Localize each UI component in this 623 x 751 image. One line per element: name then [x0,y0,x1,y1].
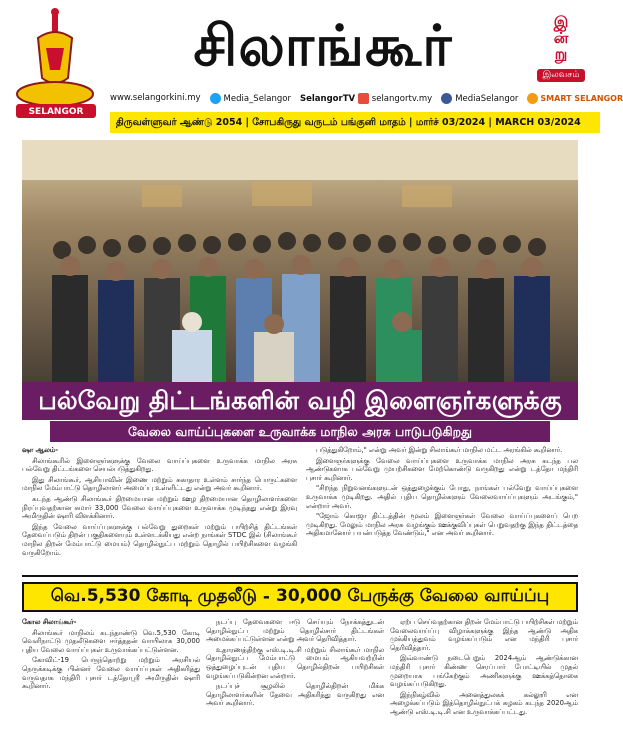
twitter-link[interactable] [210,93,291,104]
tv-brand: SelangorTV [299,93,356,104]
article-paragraph: "ஜோம் கொஜா திட்டத்தின் மூலம் இளைஞர்கள் வேலை வாய்ப்புகளைப் பெற முடிகிறது. மேலும் மாநில அரசு வழங்கும் ஊக்குவிப்புகள் பெறுவதற்கு இந்த திட்டத்தை அதிகமானோர் பயன்படுத்த வேண்டும்," என அவர் கூறினார். [306,512,578,538]
tv-icon [358,93,369,104]
article-paragraph: நடப்புச் சூழலில் தொழில்திறன் மிக்க தொழிலாளர்களின் தேவை அதிகரித்து வருகிறது என அவர் கூறினார். [206,682,384,708]
facebook-icon [441,93,452,104]
tv-site: selangortv.my [371,93,433,104]
selangor-crest-logo [8,8,104,128]
banner-right: 30,000 பேருக்கு வேலை வாய்ப்பு [275,586,550,606]
article-paragraph: இந்நிகழ்வில் அனைத்துலகக் கல்லூரி என அழைக்கப்படும் இத்தொழில்நுட்பக் கழகம் கடந்த 2020ஆம் ஆண்டு எஸ்.டி.டி.சி என உருவாக்கப்பட்டது. [390,690,578,716]
article-paragraph: படுத்துகிறோம்," என்று அவர் இன்று சிலாங்கூர் மாநில மட்ட அரங்கில் கூறினார். [316,446,563,454]
twitter-handle: Media_Selangor [223,93,291,104]
investment-banner-headline [22,582,578,612]
side-tag-char: று [554,45,568,63]
twitter-icon [210,93,221,104]
tv-link[interactable] [300,93,432,104]
article-paragraph: கடந்த ஆண்டு சிலாங்கூர் திறமையான மற்றும் ஊழ திறமையான தொழிலாளர்களை நிரப்புவதற்கான சுமார் 33,000 வேலை வாய்ப்புகளை உருவாக்க முடிந்தது என்று இரவு அமிருதின் ஷாரி விளக்கினார். [22,494,297,521]
article-column-1 [22,446,297,566]
article-paragraph: இந்த வேலை வாய்ப்புகளுக்கு பல்வேறு துறைகள் மற்றும் பயிற்சித் திட்டங்கள் தேவைப்படும் திறன் பகுதிகளையும் உள்ளடக்கியது என்ற நாங்கள் STDC இல் (சிலாங்கூர் மாநில திறன் மேம்பாட்டு மையம்) தொழில்நுட்ப மற்றும் தொழில் பயிற்சிகளை வழங்கி வருகிறோம். [22,522,297,557]
side-tag-char: இ [553,13,569,31]
story2-column-2 [206,618,384,751]
website-link[interactable]: www.selangorkini.my [110,93,201,103]
facebook-handle: MediaSelangor [455,93,519,104]
story2-column-1 [22,618,200,751]
masthead-title: சிலாங்கூர் [193,14,453,79]
article-paragraph: கோவிட்-19 பெருந்தொற்று மற்றும் அரசியல் நெருக்கடிக்கு பின்னர் வேலை வாய்ப்புகள் அதிகரித்து வருவதாக மந்திரி புசார் டத்தோஸ்ரீ அமிருதின் ஷாரி கூறினார். [22,656,200,691]
article-paragraph: "சிறந்த நிறுவனங்களுடன் ஒத்துழைக்கும் போது, நாங்கள் பல்வேறு வாய்ப்புகளை உருவாக்க முடிகிறது. அதில் புதிய தொழில்களும் வேலைவாய்ப்புகளும் அடங்கும்," என்றார் அவர். [306,484,578,510]
article-paragraph: இளைஞர்களுக்கு வேலை வாய்ப்புகளை உருவாக்க மாநில அரசு கடந்த பல ஆண்டுகளாக பல்வேறு முயற்சிகளை மேற்கொண்டு வருகிறது என்று டத்தோ மந்திரி புசார் கூறினார். [306,456,578,482]
article-paragraph: சிலாங்கூரில் இளைஞர்களுக்கு வேலை வாய்ப்புகளை உருவாக்க மாநில அரசு பல்வேறு திட்டங்களை செயல்படுத்துகிறது. [22,456,297,474]
smart-icon [527,93,538,104]
sub-headline: வேலை வாய்ப்புகளை உருவாக்க மாநில அரசு பாடுபடுகிறது [50,420,550,442]
free-edition-tag [531,14,591,80]
facebook-link[interactable] [441,93,518,104]
banner-left: வெ.5,530 கோடி முதலீடு [50,586,257,606]
article-paragraph: ஏற்ப செய்வதற்கான திறன் மேம்பாட்டு பயிற்சிகள் மற்றும் வேலைவாய்ப்பு விழாக்களுக்கு இந்த ஆண்டு அதிக முக்கியத்துவம் வழங்கப்படும் என மந்திரி புசார் தெரிவித்தார். [390,618,578,652]
free-badge: இலவசம் [537,69,584,82]
event-group-photo [22,140,578,382]
article-paragraph: இவ்வாண்டு நடைபெறும் 2024ஆம் ஆண்டுக்கான மந்திரி புசார் கிண்ண செரப்பார் போட்டியில் முதல் முறையாக பங்கேற்கும் அணிகளுக்கு ஊக்கத்தொகை வழங்கப்படுகிறது. [390,654,578,689]
social-links-bar [110,89,623,107]
smart-selangor-logo [527,93,623,104]
article-paragraph: நடப்பு தேவைகளை ஈடு செய்யும் நோக்கத்துடன் தொழில்நுட்ப மற்றும் தொழில்சார் திட்டங்கள் அமைக்கப்பட்டுள்ளன என்று அவர் தெரிவித்தார். [206,618,384,644]
story2-column-3 [390,618,578,751]
svg-text:SELANGOR: SELANGOR [28,107,84,117]
article-byline: ஷா ஆலம்- [22,446,59,454]
article-paragraph: சிலாங்கூர் மாநிலம் கடந்தாண்டு வெ.5,530 கோடி வெளிநாட்டு முதலீடுகளை ஈர்த்ததன் வாயிலாக 30,000 புதிய வேலை வாய்ப்புகள் உருவாக்கப்பட்டுள்ளன. [22,628,200,654]
side-tag-char: ன் [553,29,569,47]
article-byline: கோல சிலாங்கூர்- [22,618,77,626]
article-paragraph: உதாரணத்திற்கு எஸ்.டி.டி.சி மற்றும் சிலாங்கூர் மாநில தொழில்நுட்ப மேம்பாட்டு மையம் ஆகியவற்றின் ஒத்துழைப்புடன் புதிய தொழில்திறன் பயிற்சிகள் வழங்கப்படுகின்றன என்றார். [206,645,384,680]
article-paragraph: இது சிலாங்கூர், ஆசியாவின் இணை மற்றும் சுகாதார உள்ளம் சார்ந்த பொருட்களை மாநில மேம்பாட்டு தொழிலாளர் அமைப்பு உள்ளிட்டது என்று அவர் கூறினார். [22,475,297,493]
dateline-band: திருவள்ளுவர் ஆண்டு 2054 | சோபகிருது வருடம் பங்குனி மாதம் | மார்ச் 03/2024 | MARCH 03/2024 [110,112,600,133]
smart-label: SMART SELANGOR [540,93,623,103]
banner-separator: - [262,587,270,607]
main-headline: பல்வேறு திட்டங்களின் வழி இளைஞர்களுக்கு [22,382,578,420]
section-divider [22,575,578,577]
article-column-2 [306,446,578,566]
